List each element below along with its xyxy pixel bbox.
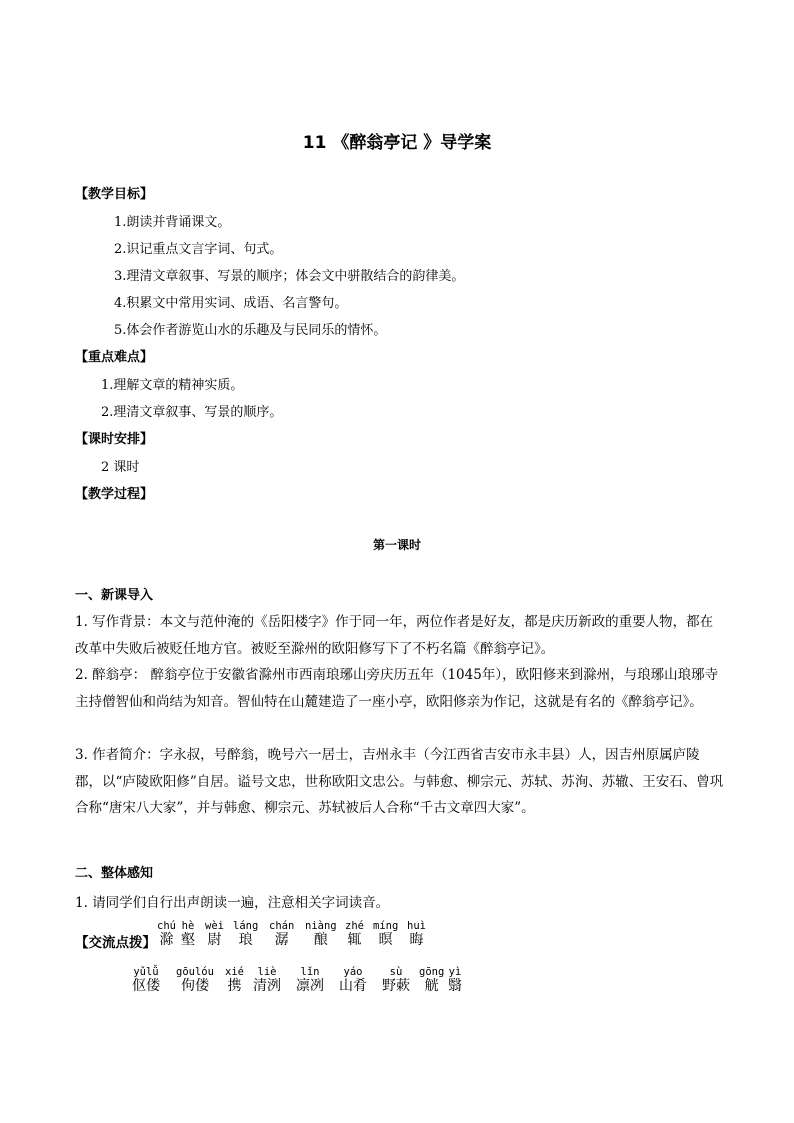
paragraph-pavilion: 2. 醉翁亭： 醉翁亭位于安徽省滁州市西南琅琊山旁庆历五年（1045年），欧阳修来到滁州，与琅琊山琅琊寺主持僧智仙和尚结为知音。智仙特在山麓建造了一座小亭，欧阳修亲为作记，这就是有名的《醉翁亭记》。	[75, 667, 719, 710]
hanzi: 琅	[238, 932, 253, 948]
lesson-title: 第一课时	[372, 538, 421, 552]
schedule-value: 2 课时	[101, 460, 140, 475]
pinyin-pair	[296, 967, 324, 994]
pinyin-pair	[382, 967, 410, 994]
pinyin: láng	[233, 920, 259, 932]
hanzi: 暝	[378, 932, 393, 948]
pinyin: yáo	[343, 966, 363, 978]
hanzi: 晦	[409, 932, 424, 948]
hanzi: 翳	[448, 978, 462, 994]
hanzi: 野蔌	[382, 978, 410, 994]
section-heading-key-points: 【重点难点】	[75, 350, 154, 365]
pinyin: yì	[448, 966, 462, 978]
goal-item: 5.体会作者游览山水的乐趣及与民同乐的情怀。	[114, 323, 387, 338]
pinyin-label: 【交流点拨】	[75, 935, 156, 951]
paragraph-background: 1. 写作背景：本文与范仲淹的《岳阳楼字》作于同一年，两位作者是好友，都是庆历新政的重要人物，都在改革中失败后被贬任地方官。被贬至滁州的欧阳修写下了不朽名篇《醉翁亭记》。	[75, 614, 714, 657]
goal-item: 2.识记重点文言字词、句式。	[114, 242, 283, 257]
pinyin: lǐn	[300, 966, 320, 978]
pinyin-pair	[448, 967, 462, 994]
pinyin: zhé	[345, 920, 364, 932]
pinyin-pair	[407, 921, 426, 948]
pinyin: míng	[373, 920, 399, 932]
key-point-item: 1.理解文章的精神实质。	[101, 378, 244, 393]
overview-item: 1. 请同学们自行出声朗读一遍，注意相关字词读音。	[75, 895, 390, 911]
pinyin: huì	[407, 920, 426, 932]
goal-item: 4.积累文中常用实词、成语、名言警句。	[114, 296, 348, 311]
hanzi: 凛冽	[296, 978, 324, 994]
hanzi: 觥	[424, 978, 439, 994]
pinyin: gōulóu	[176, 966, 214, 978]
goal-item: 1.朗读并背诵课文。	[114, 215, 231, 230]
pinyin-pair	[233, 921, 258, 948]
pinyin: gōng	[419, 966, 445, 978]
pinyin-pair	[157, 921, 176, 948]
section-heading-schedule: 【课时安排】	[75, 432, 154, 447]
paragraph-author: 3. 作者简介：字永叔，号醉翁，晚号六一居士，吉州永丰（今江西省吉安市永丰县）人，因吉州原属庐陵郡，以“庐陵欧阳修”自居。谥号文忠，世称欧阳文忠公。与韩愈、柳宗元、苏轼、苏洵、苏辙、王安石、曾巩合称“唐宋八大家”，并与韩愈、柳宗元、苏轼被后人合称“千古文章四大家”。	[75, 747, 724, 816]
page-title: 11 《醉翁亭记 》导学案	[302, 133, 492, 153]
pinyin: sù	[389, 966, 403, 978]
pinyin-pair	[339, 967, 367, 994]
hanzi: 山肴	[339, 978, 367, 994]
pinyin-pair	[253, 967, 281, 994]
hanzi: 佝偻	[180, 978, 209, 994]
hanzi: 潺	[274, 932, 289, 948]
hanzi: 辄	[347, 932, 362, 948]
pinyin: liè	[257, 966, 277, 978]
hanzi: 伛偻	[132, 978, 160, 994]
pinyin-pair	[373, 921, 398, 948]
pinyin-pair	[305, 921, 337, 948]
hanzi: 壑	[181, 932, 195, 948]
pinyin: wèi	[205, 920, 224, 932]
pinyin-pair	[225, 967, 244, 994]
pinyin: niàng	[305, 920, 337, 932]
pinyin: yǔlǚ	[133, 966, 159, 978]
pinyin: xié	[225, 966, 244, 978]
pinyin: chú	[157, 920, 176, 932]
hanzi: 酿	[313, 932, 328, 948]
pinyin-pair	[419, 967, 444, 994]
hanzi: 尉	[207, 932, 222, 948]
pinyin-pair	[132, 967, 160, 994]
hanzi: 滁	[159, 932, 174, 948]
section-heading-goals: 【教学目标】	[75, 187, 154, 202]
pinyin: chán	[269, 920, 295, 932]
part-heading-intro: 一、新课导入	[75, 588, 154, 603]
goal-item: 3.理清文章叙事、写景的顺序；体会文中骈散结合的韵律美。	[114, 269, 465, 284]
pinyin: hè	[181, 920, 195, 932]
section-heading-process: 【教学过程】	[75, 487, 154, 502]
hanzi: 清洌	[253, 978, 281, 994]
pinyin-pair	[269, 921, 294, 948]
pinyin-pair	[181, 921, 195, 948]
pinyin-pair	[205, 921, 224, 948]
pinyin-pair	[345, 921, 364, 948]
hanzi: 携	[227, 978, 242, 994]
key-point-item: 2.理清文章叙事、写景的顺序。	[101, 405, 283, 420]
pinyin-pair	[176, 967, 214, 994]
part-heading-overview: 二、整体感知	[75, 866, 154, 881]
